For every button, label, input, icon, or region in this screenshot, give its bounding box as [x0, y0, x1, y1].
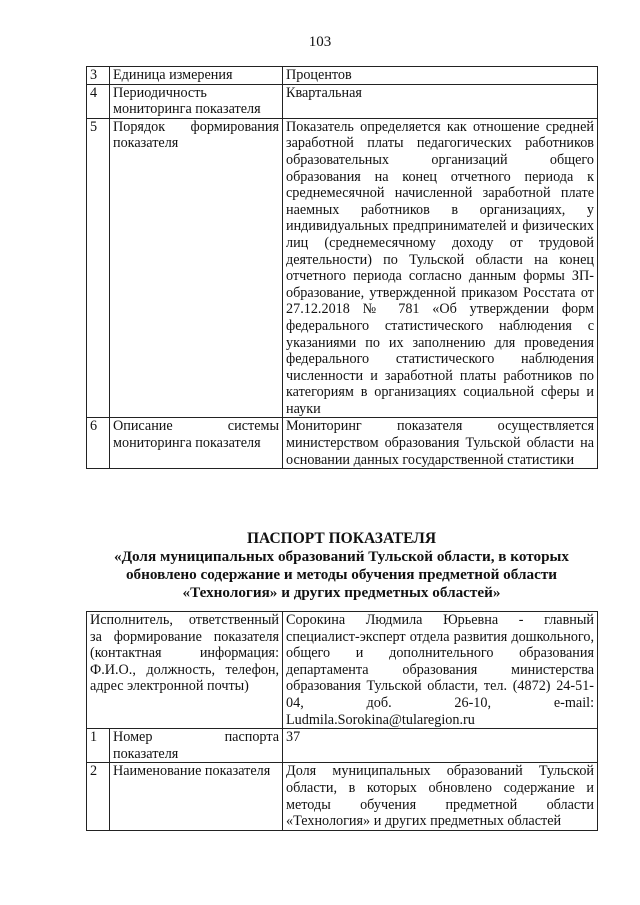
indicator-table-continued: [86, 66, 598, 469]
row-number: 5: [87, 118, 110, 418]
row-number: 1: [87, 729, 110, 763]
row-number: 3: [87, 67, 110, 85]
row-value: Мониторинг показателя осуществляется министерством образования Тульской области на основании данных государственной статистики: [283, 418, 598, 469]
table-row: [87, 729, 598, 763]
responsible-label: Исполнитель, ответственный за формирование показателя (контактная информация: Ф.И.О., должность, телефон, адрес электронной почты): [87, 612, 283, 729]
row-label: Номер паспорта показателя: [110, 729, 283, 763]
row-label: Описание системы мониторинга показателя: [110, 418, 283, 469]
row-label: Наименование показателя: [110, 763, 283, 830]
passport-table: [86, 611, 598, 831]
row-label: Периодичность мониторинга показателя: [110, 84, 283, 118]
row-label: Порядок формирования показателя: [110, 118, 283, 418]
passport-title: ПАСПОРТ ПОКАЗАТЕЛЯ: [246, 530, 437, 547]
passport-subtitle: «Доля муниципальных образований Тульской области, в которых обновлено содержание и методы обучения предметной области «Технология» и других предметных областей»: [114, 548, 569, 601]
row-number: 6: [87, 418, 110, 469]
table-row: [87, 612, 598, 729]
row-value: 37: [283, 729, 598, 763]
table-row: [87, 763, 598, 830]
page-number: 103: [308, 34, 332, 50]
row-label: Единица измерения: [110, 67, 283, 85]
row-value: Показатель определяется как отношение средней заработной платы педагогических работников образовательных организаций общего образования на конец отчетного периода к среднемесячной начисленной заработной плате наемных работников в организациях, у индивидуальных предпринимателей и физических лиц (среднемесячному доходу от трудовой деятельности) по Тульской области на конец отчетного периода согласно данным формы ЗП-образование, утвержденной приказом Росстата от 27.12.2018 № 781 «Об утверждении форм федерального статистического наблюдения с указаниями по их заполнению для проведения федерального статистического наблюдения численности и заработной платы работников по категориям в организациях социальной сферы и науки: [283, 118, 598, 418]
row-number: 4: [87, 84, 110, 118]
table-row: [87, 118, 598, 418]
table-row: [87, 418, 598, 469]
row-value: Квартальная: [283, 84, 598, 118]
table-row: [87, 84, 598, 118]
row-value: Процентов: [283, 67, 598, 85]
row-value: Доля муниципальных образований Тульской области, в которых обновлено содержание и методы обучения предметной области «Технология» и других предметных областей: [283, 763, 598, 830]
responsible-value: Сорокина Людмила Юрьевна - главный специалист-эксперт отдела развития дошкольного, общего и дополнительного образования департамента образования министерства образования Тульской области, тел. (4872) 24-51-04, доб. 26-10, e-mail: Ludmila.Sorokina@tularegion.ru: [283, 612, 598, 729]
row-number: 2: [87, 763, 110, 830]
table-row: [87, 67, 598, 85]
